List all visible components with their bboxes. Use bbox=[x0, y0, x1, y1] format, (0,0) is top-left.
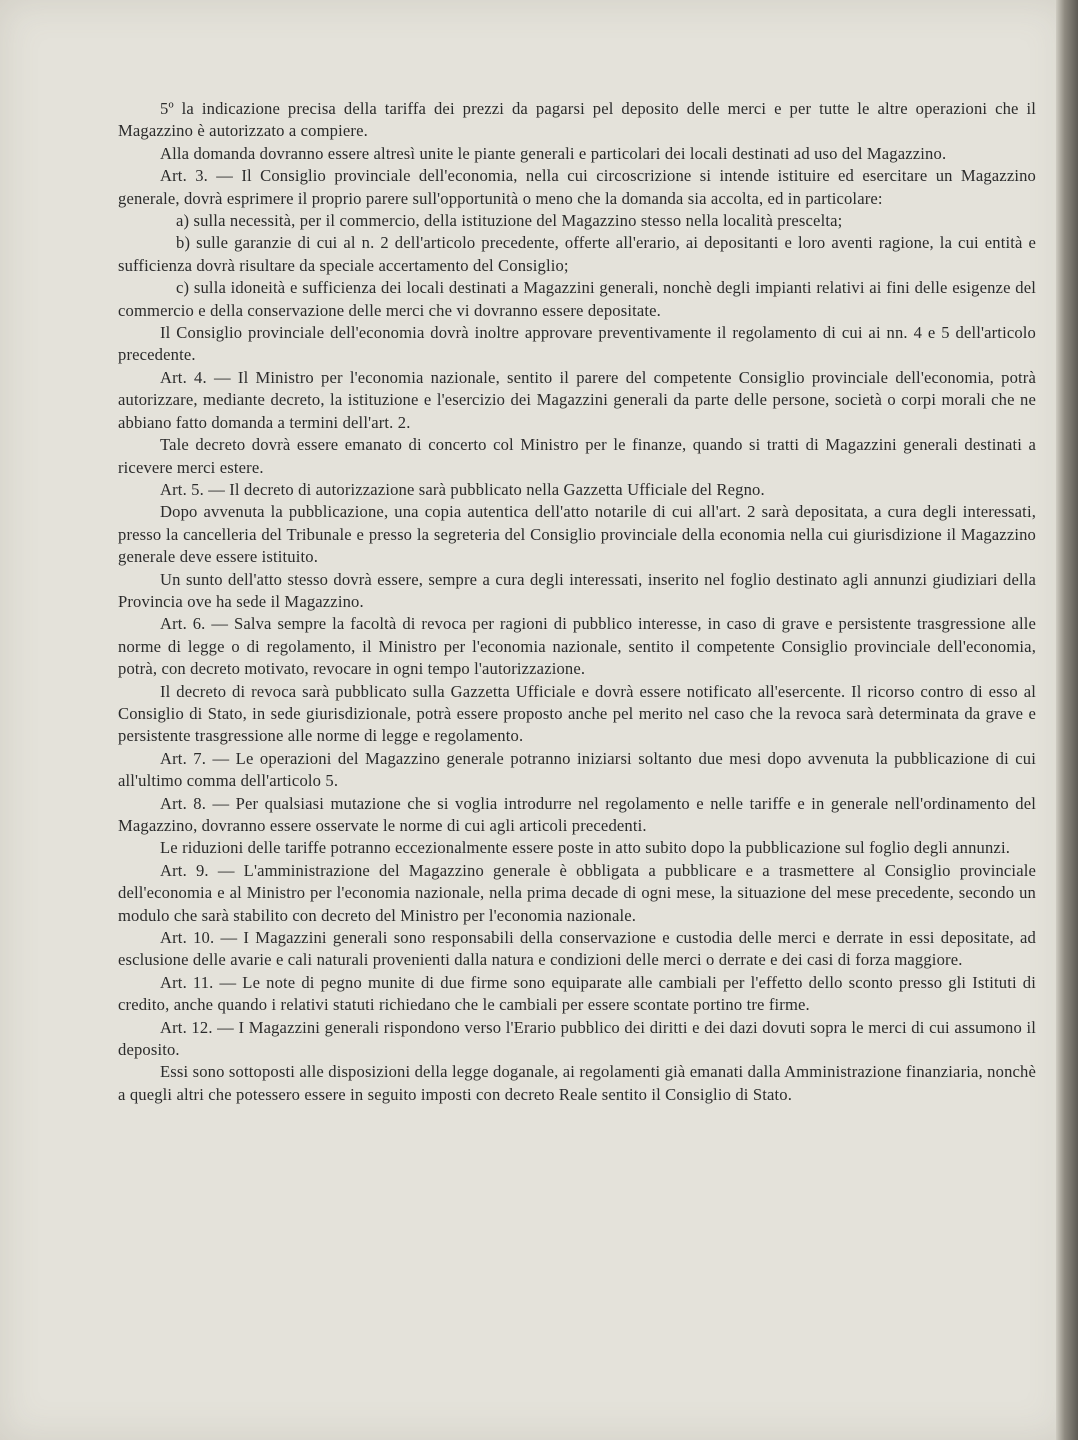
paragraph-20: Art. 11. — Le note di pegno munite di due firme sono equiparate alle cambiali per l'effetto dello sconto presso gli Istituti di credito, anche quando i relativi statuti richiedano che le cambiali per essere scontate portino tre firme. bbox=[118, 972, 1036, 1015]
paragraph-12: Un sunto dell'atto stesso dovrà essere, sempre a cura degli interessati, inserito nel foglio destinato agli annunzi giudiziari della Provincia ove ha sede il Magazzino. bbox=[118, 569, 1036, 611]
paragraph-5: b) sulle garanzie di cui al n. 2 dell'articolo precedente, offerte all'erario, ai depositanti e loro aventi ragione, la cui entità e sufficienza dovrà risultare da speciale accertamento del Consiglio; bbox=[118, 233, 1036, 275]
page-binding-edge bbox=[1056, 0, 1078, 1440]
paragraph-2: Alla domanda dovranno essere altresì unite le piante generali e particolari dei locali destinati ad uso del Magazzino. bbox=[160, 143, 947, 163]
paragraph-14: Il decreto di revoca sarà pubblicato sulla Gazzetta Ufficiale e dovrà essere notificato all'esercente. Il ricorso contro di esso al Consiglio di Stato, in sede giurisdizionale, potrà essere proposto anche pel merito nel caso che la revoca sarà determinata da grave e persistente trasgressione alle norme di legge e regolamento. bbox=[118, 681, 1036, 746]
paragraph-8: Art. 4. — Il Ministro per l'economia nazionale, sentito il parere del competente Consiglio provinciale dell'economia, potrà autorizzare, mediante decreto, la istituzione e l'esercizio dei Magazzini generali da parte delle persone, società o corpi morali che ne abbiano fatto domanda a termini dell'art. 2. bbox=[118, 367, 1036, 432]
paragraph-10: Art. 5. — Il decreto di autorizzazione sarà pubblicato nella Gazzetta Ufficiale del Regno. bbox=[160, 479, 765, 499]
paragraph-11: Dopo avvenuta la pubblicazione, una copia autentica dell'atto notarile di cui all'art. 2 sarà depositata, a cura degli interessati, presso la cancelleria del Tribunale e presso la segreteria del Consiglio provinciale della economia nella cui giurisdizione il Magazzino generale deve essere istituito. bbox=[118, 502, 1036, 567]
document-body bbox=[118, 98, 1036, 1106]
paragraph-3: Art. 3. — Il Consiglio provinciale dell'economia, nella cui circoscrizione si intende istituire ed esercitare un Magazzino generale, dovrà esprimere il proprio parere sull'opportunità o meno che la domanda sia accolta, ed in particolare: bbox=[118, 166, 1036, 208]
paragraph-19: Art. 10. — I Magazzini generali sono responsabili della conservazione e custodia delle merci e derrate in essi depositate, ad esclusione delle avarie e cali naturali provenienti dalla natura e condizioni delle merci o derrate e dei casi di forza maggiore. bbox=[118, 928, 1036, 970]
paragraph-9: Tale decreto dovrà essere emanato di concerto col Ministro per le finanze, quando si tratti di Magazzini generali destinati a ricevere merci estere. bbox=[118, 435, 1036, 477]
paragraph-15: Art. 7. — Le operazioni del Magazzino generale potranno iniziarsi soltanto due mesi dopo avvenuta la pubblicazione di cui all'ultimo comma dell'articolo 5. bbox=[118, 748, 1036, 791]
paragraph-7: Il Consiglio provinciale dell'economia dovrà inoltre approvare preventivamente il regolamento di cui ai nn. 4 e 5 dell'articolo precedente. bbox=[118, 323, 1036, 365]
paragraph-16: Art. 8. — Per qualsiasi mutazione che si voglia introdurre nel regolamento e nelle tariffe e in generale nell'ordinamento del Magazzino, dovranno essere osservate le norme di cui agli articoli precedenti. bbox=[118, 793, 1036, 835]
paragraph-13: Art. 6. — Salva sempre la facoltà di revoca per ragioni di pubblico interesse, in caso di grave e persistente trasgressione alle norme di legge o di regolamento, il Ministro per l'economia nazionale, sentito il competente Consiglio provinciale dell'economia, potrà, con decreto motivato, revocare in ogni tempo l'autorizzazione. bbox=[118, 614, 1036, 679]
paragraph-17: Le riduzioni delle tariffe potranno eccezionalmente essere poste in atto subito dopo la pubblicazione sul foglio degli annunzi. bbox=[160, 838, 1011, 858]
paragraph-4: a) sulla necessità, per il commercio, della istituzione del Magazzino stesso nella località prescelta; bbox=[176, 211, 843, 231]
paragraph-6: c) sulla idoneità e sufficienza dei locali destinati a Magazzini generali, nonchè degli impianti relativi ai fini delle esigenze del commercio e della conservazione delle merci che vi dovranno essere depositate. bbox=[118, 278, 1036, 320]
paragraph-18: Art. 9. — L'amministrazione del Magazzino generale è obbligata a pubblicare e a trasmettere al Consiglio provinciale dell'economia e al Ministro per l'economia nazionale, nella prima decade di ogni mese, la situazione del mese precedente, secondo un modulo che sarà stabilito con decreto del Ministro per l'economia nazionale. bbox=[118, 860, 1036, 925]
paragraph-21: Art. 12. — I Magazzini generali rispondono verso l'Erario pubblico dei diritti e dei dazi dovuti sopra le merci di cui assumono il deposito. bbox=[118, 1017, 1036, 1060]
paragraph-1: 5º la indicazione precisa della tariffa dei prezzi da pagarsi pel deposito delle merci e per tutte le altre operazioni che il Magazzino è autorizzato a compiere. bbox=[118, 99, 1036, 141]
paragraph-22: Essi sono sottoposti alle disposizioni della legge doganale, ai regolamenti già emanati dalla Amministrazione finanziaria, nonchè a quegli altri che potessero essere in seguito imposti con decreto Reale sentito il Consiglio di Stato. bbox=[118, 1062, 1036, 1104]
